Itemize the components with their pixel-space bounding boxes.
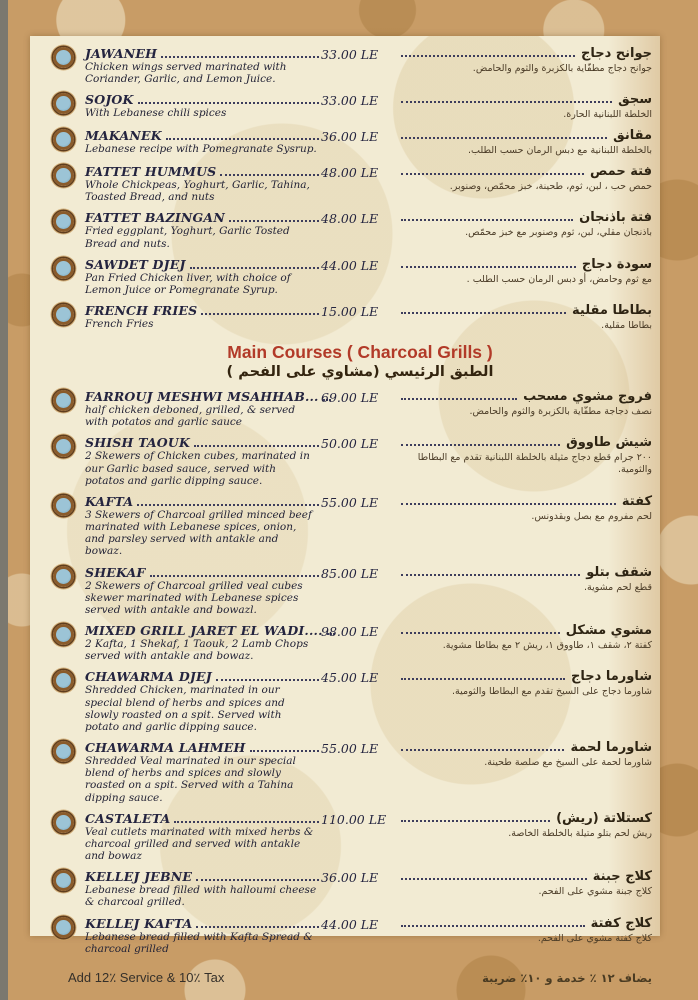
dotted-leader (401, 678, 565, 680)
restaurant-seal-icon (53, 495, 74, 516)
dotted-leader (401, 820, 550, 822)
item-price: 48.00 LE (321, 165, 379, 181)
restaurant-seal-icon (53, 211, 74, 232)
item-desc-en: Pan Fried Chicken liver, with choice of Lemon Juice or Pomegranate Syrup. (85, 271, 291, 296)
item-arabic-block (401, 565, 652, 594)
item-english-block (85, 303, 321, 330)
dotted-leader (138, 102, 319, 104)
item-name-en: MAKANEK (85, 128, 162, 144)
item-price: 15.00 LE (321, 304, 379, 320)
item-price: 98.00 LE (321, 624, 379, 640)
dotted-leader (401, 632, 560, 634)
menu-item-row (38, 257, 652, 296)
restaurant-seal-icon (53, 566, 74, 587)
item-arabic-block (401, 303, 652, 332)
restaurant-seal-icon (53, 670, 74, 691)
restaurant-seal-icon (53, 258, 74, 279)
item-price: 45.00 LE (321, 670, 379, 686)
item-name-ar: فروج مشوي مسحب (523, 389, 652, 404)
item-arabic-block (401, 669, 652, 698)
dotted-leader (401, 219, 573, 221)
item-name-ar: شيش طاووق (566, 435, 652, 451)
item-name-en: KAFTA (85, 493, 134, 509)
dotted-leader (229, 220, 319, 222)
item-name-ar: شاورما لحمة (570, 740, 652, 756)
restaurant-seal-icon (53, 436, 74, 457)
item-desc-ar: باذنجان مقلي، لبن، ثوم وصنوبر مع خبز محمّص. (465, 227, 652, 239)
item-name-ar: سودة دجاج (581, 256, 652, 272)
item-name-en: KELLEJ KAFTA (85, 915, 193, 931)
menu-item-row (38, 389, 652, 428)
item-name-en: FRENCH FRIES (85, 303, 198, 319)
item-desc-en: Lebanese bread filled with halloumi cheese & charcoal grilled. (85, 884, 317, 909)
restaurant-seal-icon (53, 390, 74, 411)
section-title-ar: الطبق الرئيسي (مشاوي على الفحم ) (226, 364, 494, 380)
item-desc-en: 2 Kafta, 1 Shekaf, 1 Taouk, 2 Lamb Chops served with antakle and bowaz. (85, 638, 309, 663)
restaurant-seal-icon (53, 812, 74, 833)
dotted-leader (196, 879, 319, 881)
service-tax-note-ar: يضاف ١٢ ٪ خدمة و ١٠٪ ضريبة (482, 971, 652, 985)
item-price: 55.00 LE (321, 494, 379, 510)
item-name-ar: كلاج كفتة (590, 915, 652, 931)
dotted-leader (401, 55, 575, 57)
item-desc-ar: بطاطا مقلية. (601, 320, 652, 332)
item-arabic-block (401, 257, 652, 286)
item-desc-ar: شاورما دجاج على السيخ تقدم مع البطاطا والثومية. (452, 686, 652, 698)
item-arabic-block (401, 494, 652, 523)
item-desc-en: Lebanese bread filled with Kafta Spread & charcoal grilled (85, 930, 313, 955)
section-title-en: Main Courses ( Charcoal Grills ) (227, 342, 493, 362)
menu-item-row (38, 623, 652, 662)
dotted-leader (401, 444, 560, 446)
item-price: 69.00 LE (321, 390, 379, 405)
item-name-en: SAWDET DJEJ (85, 256, 186, 272)
restaurant-seal-icon (53, 165, 74, 186)
item-name-en: SOJOK (85, 92, 134, 108)
dotted-leader (194, 445, 319, 447)
dotted-leader (401, 137, 607, 139)
item-name-en: FATTET BAZINGAN (85, 210, 225, 226)
item-price: 33.00 LE (321, 47, 379, 62)
item-price: 85.00 LE (321, 565, 379, 581)
dotted-leader (401, 266, 576, 268)
item-name-en: SHEKAF (85, 564, 146, 580)
item-desc-ar: مع ثوم وحامض، أو دبس الرمان حسب الطلب . (466, 273, 652, 285)
item-english-block (85, 210, 321, 249)
item-arabic-block (401, 46, 652, 75)
restaurant-seal-icon (53, 917, 74, 938)
item-arabic-block (401, 740, 652, 769)
dotted-leader (401, 925, 585, 927)
item-name-ar: شاورما دجاج (571, 669, 652, 685)
menu-item-row (38, 303, 652, 332)
menu-item-row (38, 869, 652, 908)
menu-item-row (38, 46, 652, 85)
item-desc-ar: جوانح دجاج مطفّاية بالكزبرة والثوم والحامض. (472, 63, 652, 74)
item-english-block (85, 435, 321, 487)
item-desc-ar: كلاج جبنة مشوي على الفحم. (538, 886, 652, 898)
item-english-block (85, 669, 321, 733)
item-name-ar: كلاج جبنة (592, 869, 652, 885)
item-arabic-block (401, 623, 652, 652)
item-desc-en: Whole Chickpeas, Yoghurt, Garlic, Tahina, Toasted Bread, and nuts (85, 179, 310, 204)
item-desc-ar: بالخلطة اللبنانية مع دبس الرمان حسب الطلب. (468, 145, 652, 157)
dotted-leader (216, 679, 319, 681)
item-arabic-block (401, 128, 652, 157)
item-desc-ar: نصف دجاجة مطفّاية بالكزبرة والثوم والحامض. (469, 406, 652, 417)
item-arabic-block (401, 916, 652, 945)
dotted-leader (401, 878, 587, 880)
item-english-block (85, 811, 321, 863)
item-arabic-block (401, 210, 652, 239)
dotted-leader (250, 750, 319, 752)
item-price: 48.00 LE (321, 211, 379, 227)
item-name-en: CHAWARMA LAHMEH (85, 740, 246, 756)
item-desc-ar: قطع لحم مشوية. (583, 581, 652, 593)
item-desc-en: Shredded Veal marinated in our special blend of herbs and spices and slowly roasted on a spit. Served with a Tahina dipping sauce. (85, 755, 296, 804)
menu-item-row (38, 435, 652, 487)
dotted-leader (196, 926, 319, 928)
item-price: 44.00 LE (321, 916, 379, 932)
item-name-ar: مشوي مشكل (565, 623, 652, 639)
item-name-ar: بطاطا مقلية (572, 303, 652, 319)
item-arabic-block (401, 435, 652, 476)
menu-item-row (38, 565, 652, 617)
menu-item-row (38, 92, 652, 121)
menu-item-row (38, 669, 652, 733)
item-price: 50.00 LE (321, 436, 379, 452)
item-desc-ar: الخلطة اللبنانية الحارة. (563, 109, 652, 121)
dotted-leader (401, 574, 580, 576)
item-name-ar: جوانح دجاج (580, 46, 652, 61)
item-name-en: FARROUJ MESHWI MSAHHAB... (85, 389, 319, 404)
item-name-en: SHISH TAOUK (85, 435, 191, 451)
menu-item-row (38, 916, 652, 955)
item-price: 33.00 LE (321, 93, 379, 109)
dotted-leader (161, 56, 319, 58)
item-price: 110.00 LE (321, 811, 387, 827)
item-desc-en: Veal cutlets marinated with mixed herbs & charcoal grilled and served with antakle and bowaz (85, 825, 314, 863)
dotted-leader (150, 575, 320, 577)
item-english-block (85, 916, 321, 955)
item-english-block (85, 257, 321, 296)
item-price: 36.00 LE (321, 129, 379, 145)
item-arabic-block (401, 164, 652, 193)
dotted-leader (190, 267, 319, 269)
item-name-ar: كستلاتة (ريش) (556, 810, 652, 826)
restaurant-seal-icon (53, 47, 74, 68)
restaurant-seal-icon (53, 304, 74, 325)
item-name-ar: سجق (618, 92, 652, 108)
item-english-block (85, 164, 321, 203)
menu-item-row (38, 494, 652, 558)
item-english-block (85, 46, 321, 85)
item-price: 55.00 LE (321, 741, 379, 757)
item-name-en: FATTET HUMMUS (85, 164, 217, 180)
menu-page (8, 0, 698, 1000)
dotted-leader (401, 503, 616, 505)
dotted-leader (401, 398, 517, 400)
item-desc-en: 2 Skewers of Chicken cubes, marinated in our Garlic based sauce, served with potatos and garlic dipping sauce. (85, 450, 310, 487)
item-desc-en: Lebanese recipe with Pomegranate Sysrup. (85, 143, 317, 156)
item-english-block (85, 869, 321, 908)
item-name-en: CHAWARMA DJEJ (85, 669, 212, 685)
item-desc-en: half chicken deboned, grilled, & served with potatos and garlic sauce (85, 404, 296, 429)
dotted-leader (401, 312, 566, 314)
menu-item-row (38, 740, 652, 804)
dotted-leader (166, 138, 319, 140)
item-arabic-block (401, 869, 652, 898)
item-arabic-block (401, 811, 652, 840)
item-english-block (85, 623, 321, 662)
item-arabic-block (401, 389, 652, 418)
dotted-leader (401, 749, 564, 751)
dotted-leader (220, 174, 319, 176)
item-desc-ar: كلاج كفتة مشوي على الفحم. (537, 932, 652, 944)
item-english-block (85, 494, 321, 558)
menu-item-row (38, 210, 652, 249)
item-name-ar: فتة باذنجان (579, 210, 652, 226)
item-english-block (85, 389, 321, 428)
item-english-block (85, 128, 321, 155)
item-desc-en: Chicken wings served marinated with Coriander, Garlic, and Lemon Juice. (85, 61, 287, 86)
item-desc-en: 3 Skewers of Charcoal grilled minced beef marinated with Lebanese spices, onion, and parsley served with antakle and bowaz. (85, 508, 312, 558)
dotted-leader (401, 101, 612, 103)
item-desc-en: Shredded Chicken, marinated in our special blend of herbs and spices and slowly roasted on a spit. Served with potato and garlic dipping sauce. (85, 684, 285, 733)
item-name-ar: مقانق (613, 128, 652, 144)
item-english-block (85, 92, 321, 119)
menu-item-row (38, 128, 652, 157)
menu-item-row (38, 164, 652, 203)
restaurant-seal-icon (53, 870, 74, 891)
item-desc-en: With Lebanese chili spices (85, 107, 227, 120)
item-desc-ar: كفتة ٢، شقف ١، طاووق ١، ريش ٢ مع بطاطا مشوية. (442, 640, 652, 652)
item-desc-en: French Fries (85, 318, 154, 331)
item-name-en: JAWANEH (85, 46, 158, 61)
item-name-en: MIXED GRILL JARET EL WADI.... (85, 623, 323, 639)
item-arabic-block (401, 92, 652, 121)
item-name-ar: فتة حمص (589, 164, 652, 180)
item-price: 36.00 LE (321, 870, 379, 886)
item-name-ar: شقف بتلو (586, 564, 652, 580)
dotted-leader (201, 313, 319, 315)
section-header (68, 342, 652, 380)
starters-list (38, 46, 652, 332)
item-desc-ar: حمص حب ، لبن، ثوم، طحينة، خبز محمّص، وصنوبر. (449, 181, 652, 193)
item-name-en: CASTALETA (85, 810, 171, 826)
item-desc-en: 2 Skewers of Charcoal grilled veal cubes skewer marinated with Lebanese spices served with antakle and bowazl. (85, 579, 303, 616)
footer (68, 970, 652, 986)
dotted-leader (401, 173, 584, 175)
restaurant-seal-icon (53, 93, 74, 114)
item-name-ar: كفتة (621, 493, 652, 509)
item-english-block (85, 740, 321, 804)
item-desc-ar: لحم مفروم مع بصل وبقدونس. (531, 510, 652, 522)
service-tax-note-en: Add 12٪ Service & 10٪ Tax (68, 970, 225, 985)
item-price: 44.00 LE (321, 257, 379, 273)
dotted-leader (137, 504, 319, 506)
item-desc-ar: شاورما لحمة على السيخ مع صلصة طحينة. (484, 757, 652, 769)
dotted-leader (174, 821, 319, 823)
restaurant-seal-icon (53, 624, 74, 645)
item-desc-ar: ٢٠٠ جرام قطع دجاج مثيلة بالخلطة اللبنانية تقدم مع البطاطا والثومية. (417, 452, 652, 476)
restaurant-seal-icon (53, 129, 74, 150)
item-name-en: KELLEJ JEBNE (85, 869, 193, 885)
item-desc-ar: ريش لحم بتلو متيلة بالخلطة الخاصة. (508, 827, 652, 839)
menu-item-row (38, 811, 652, 863)
restaurant-seal-icon (53, 741, 74, 762)
main-courses-list (38, 389, 652, 955)
item-english-block (85, 565, 321, 617)
menu-content-panel (30, 36, 660, 955)
item-desc-en: Fried eggplant, Yoghurt, Garlic Tosted Bread and nuts. (85, 225, 290, 250)
